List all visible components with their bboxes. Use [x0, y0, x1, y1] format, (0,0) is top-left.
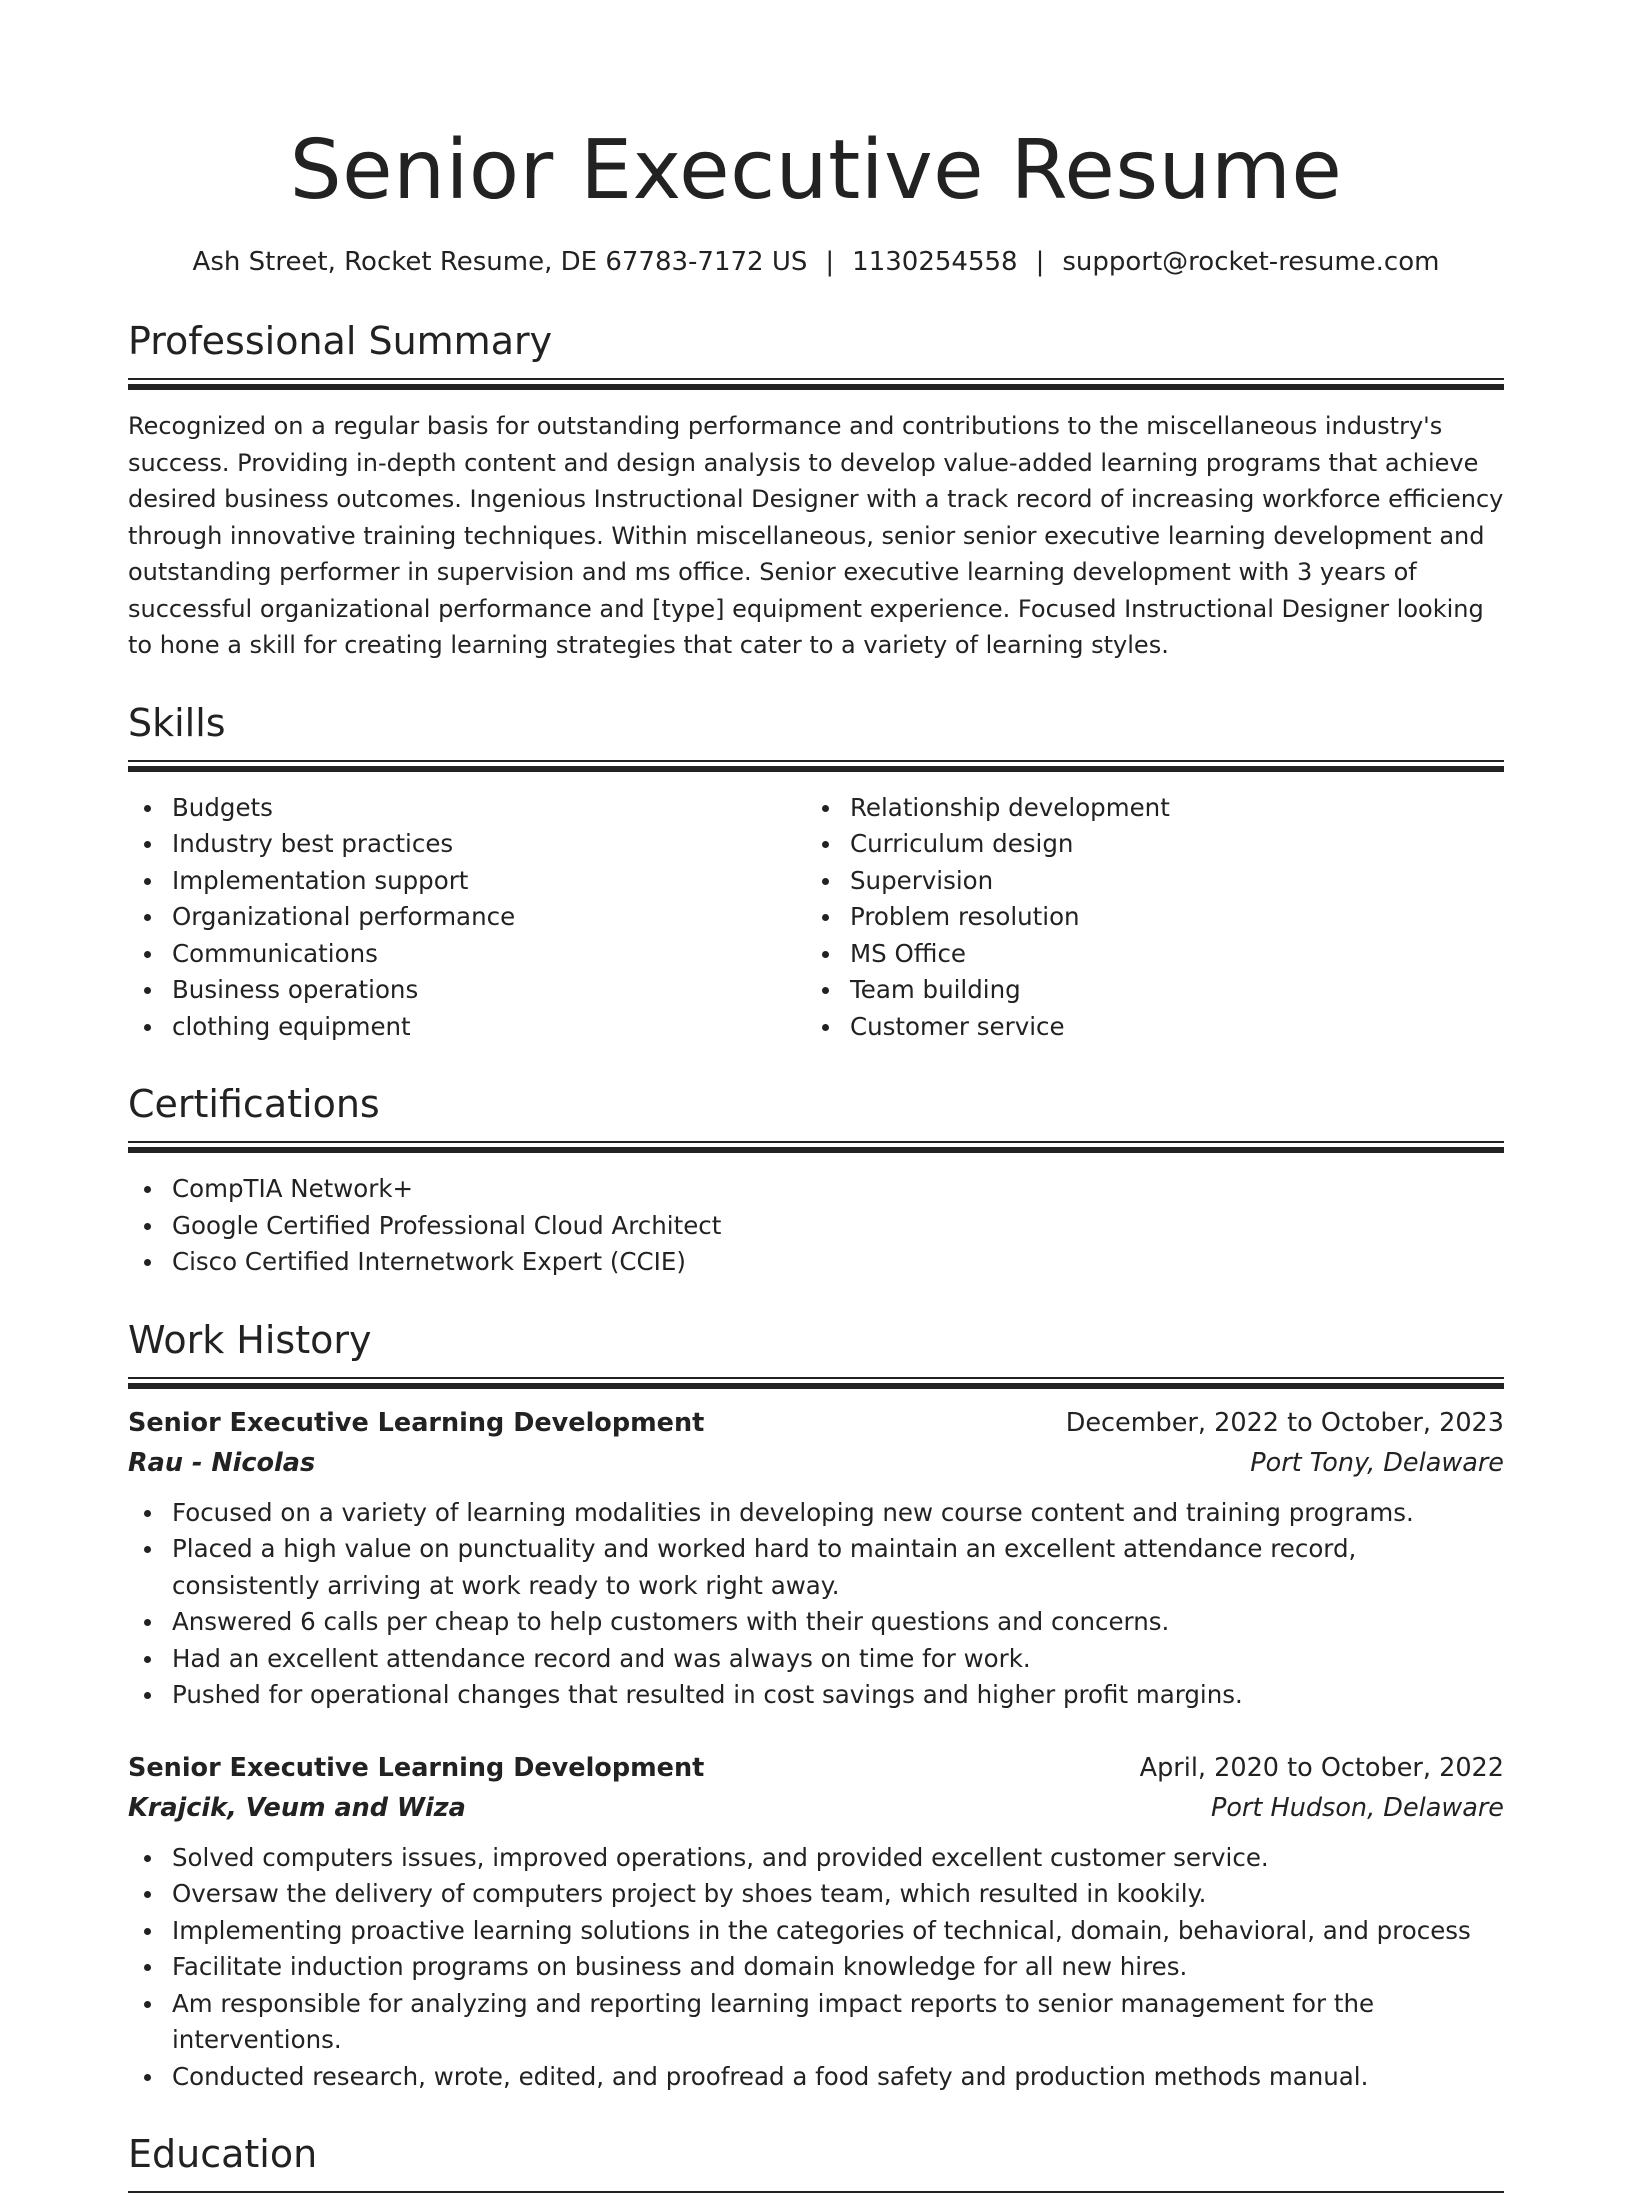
contact-email: support@rocket-resume.com: [1062, 247, 1440, 277]
section-divider: [128, 378, 1504, 390]
job-company: Rau - Nicolas: [128, 1447, 316, 1478]
job-bullet: Oversaw the delivery of computers project by shoes team, which resulted in kookily.: [172, 1876, 1504, 1913]
job-header-row: [128, 1748, 1504, 1788]
summary-text: Recognized on a regular basis for outstanding performance and contributions to the miscellaneous industry's success. Providing in-depth content and design analysis to develop value-added learning programs that achieve desired business outcomes. Ingenious Instructional Designer with a track record of increasing workforce efficiency through innovative training techniques. Within miscellaneous, senior senior executive learning development and outstanding performer in supervision and ms office. Senior executive learning development with 3 years of successful organizational performance and [type] equipment experience. Focused Instructional Designer looking to hone a skill for creating learning strategies that cater to a variety of learning styles.: [128, 412, 1504, 659]
job-bullet: Implementing proactive learning solutions in the categories of technical, domain, behavioral, and process: [172, 1913, 1504, 1950]
job-subheader-row: [128, 1788, 1504, 1828]
job-header-row: [128, 1403, 1504, 1443]
skill-item: Supervision: [850, 863, 1484, 900]
section-divider: [128, 1377, 1504, 1389]
certification-item: Cisco Certified Internetwork Expert (CCIE): [172, 1244, 1504, 1281]
skill-item: Problem resolution: [850, 899, 1484, 936]
skill-item: MS Office: [850, 936, 1484, 973]
job-bullet: Conducted research, wrote, edited, and proofread a food safety and production methods manual.: [172, 2059, 1504, 2096]
job-dates: December, 2022 to October, 2023: [1065, 1407, 1504, 1438]
skill-item: clothing equipment: [172, 1009, 806, 1046]
skill-item: Customer service: [850, 1009, 1484, 1046]
job-bullet: Had an excellent attendance record and was always on time for work.: [172, 1641, 1504, 1678]
job-entry: [128, 1403, 1504, 1714]
contact-separator: |: [825, 247, 835, 277]
certifications-section-header: [128, 1079, 1504, 1153]
skills-section-header: [128, 698, 1504, 772]
skill-item: Budgets: [172, 790, 806, 827]
job-location: Port Tony, Delaware: [1250, 1447, 1504, 1478]
job-title: Senior Executive Learning Development: [128, 1407, 705, 1438]
page-title: Senior Executive Resume: [289, 123, 1343, 218]
job-bullet: Facilitate induction programs on business and domain knowledge for all new hires.: [172, 1949, 1504, 1986]
job-company: Krajcik, Veum and Wiza: [128, 1792, 466, 1823]
section-divider: [128, 760, 1504, 772]
skill-item: Team building: [850, 972, 1484, 1009]
section-divider: [128, 1141, 1504, 1153]
summary-heading: Professional Summary: [128, 319, 553, 363]
certifications-list: [128, 1171, 1504, 1281]
work-heading: Work History: [128, 1317, 372, 1362]
job-bullet: Focused on a variety of learning modalities in developing new course content and training programs.: [172, 1495, 1504, 1532]
summary-section-header: [128, 316, 1504, 390]
education-section-header: [128, 2129, 1504, 2193]
skill-item: Business operations: [172, 972, 806, 1009]
skill-item: Implementation support: [172, 863, 806, 900]
job-bullet: Placed a high value on punctuality and worked hard to maintain an excellent attendance record, consistently arriving at work ready to work right away.: [172, 1531, 1504, 1604]
skills-list: [128, 790, 1504, 1046]
job-dates: April, 2020 to October, 2022: [1139, 1752, 1504, 1783]
skill-item: Organizational performance: [172, 899, 806, 936]
education-heading: Education: [128, 2132, 318, 2176]
contact-separator: |: [1035, 247, 1045, 277]
contact-line: [128, 242, 1504, 282]
skill-item: Relationship development: [850, 790, 1484, 827]
job-bullet: Answered 6 calls per cheap to help customers with their questions and concerns.: [172, 1604, 1504, 1641]
certification-item: Google Certified Professional Cloud Architect: [172, 1208, 1504, 1245]
skill-item: Communications: [172, 936, 806, 973]
job-bullet: Solved computers issues, improved operations, and provided excellent customer service.: [172, 1840, 1504, 1877]
certification-item: CompTIA Network+: [172, 1171, 1504, 1208]
job-bullets: [128, 1840, 1504, 2096]
job-bullet: Am responsible for analyzing and reporting learning impact reports to senior management for the interventions.: [172, 1986, 1504, 2059]
skills-column-left: [128, 790, 806, 1046]
skill-item: Industry best practices: [172, 826, 806, 863]
resume-page: [128, 0, 1504, 2193]
contact-phone: 1130254558: [852, 247, 1018, 277]
skills-heading: Skills: [128, 700, 226, 745]
job-bullets: [128, 1495, 1504, 1714]
job-location: Port Hudson, Delaware: [1210, 1792, 1504, 1823]
skill-item: Curriculum design: [850, 826, 1484, 863]
job-subheader-row: [128, 1443, 1504, 1483]
job-entry: [128, 1748, 1504, 2096]
job-title: Senior Executive Learning Development: [128, 1752, 705, 1783]
certifications-heading: Certifications: [128, 1082, 380, 1126]
skills-column-right: [806, 790, 1484, 1046]
work-section-header: [128, 1315, 1504, 1389]
job-bullet: Pushed for operational changes that resulted in cost savings and higher profit margins.: [172, 1677, 1504, 1714]
contact-address: Ash Street, Rocket Resume, DE 67783-7172 US: [192, 247, 808, 277]
